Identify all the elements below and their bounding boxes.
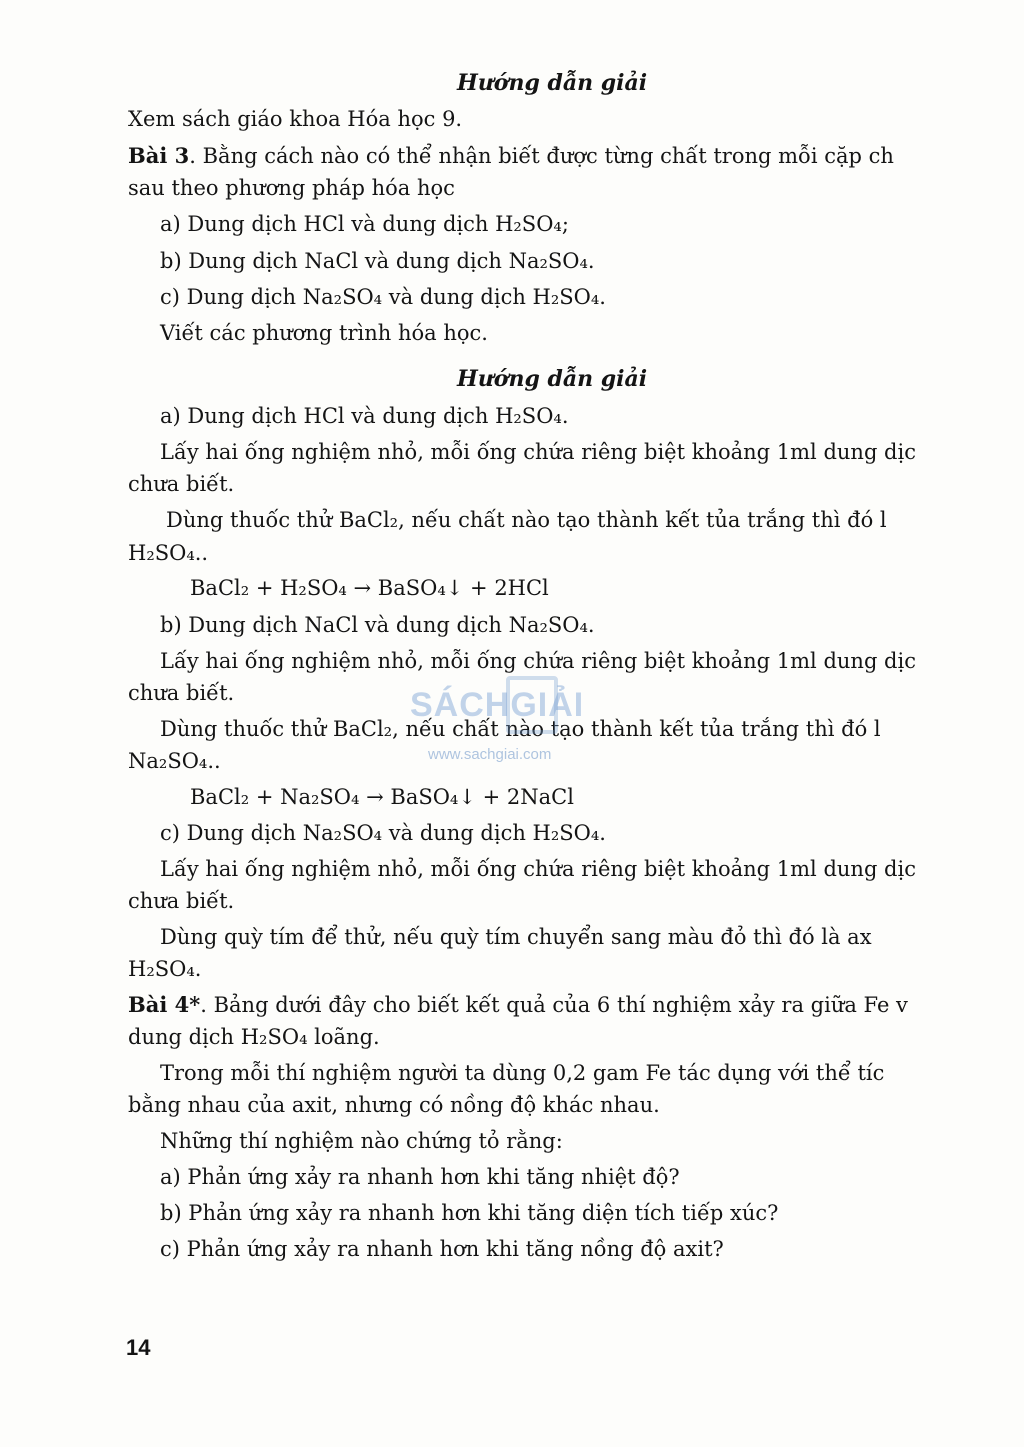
text-line: Dùng thuốc thử BaCl₂, nếu chất nào tạo thành kết tủa trắng thì đó l [166,508,887,532]
text-line: a) Dung dịch HCl và dung dịch H₂SO₄. [160,404,569,428]
text-line: bằng nhau của axit, nhưng có nồng độ khác nhau. [128,1093,660,1117]
exercise-text: . Bằng cách nào có thể nhận biết được từng chất trong mỗi cặp ch [189,144,894,168]
exercise-label: Bài 4* [128,992,201,1017]
text-line: Viết các phương trình hóa học. [160,321,488,345]
page-number: 14 [126,1335,151,1360]
text-line: Những thí nghiệm nào chứng tỏ rằng: [160,1129,563,1153]
exercise-text: . Bảng dưới đây cho biết kết quả của 6 thí nghiệm xảy ra giữa Fe v [200,993,908,1017]
text-line: Dùng quỳ tím để thử, nếu quỳ tím chuyển sang màu đỏ thì đó là ax [160,925,872,949]
equation: BaCl₂ + Na₂SO₄ → BaSO₄↓ + 2NaCl [190,785,574,809]
watermark-brand: SÁCHGIẢI [410,686,585,724]
exercise-label: Bài 3 [128,143,190,168]
text-line: b) Dung dịch NaCl và dung dịch Na₂SO₄. [160,249,595,273]
text-line: sau theo phương pháp hóa học [128,176,455,200]
text-line: a) Dung dịch HCl và dung dịch H₂SO₄; [160,212,569,236]
text-line: Lấy hai ống nghiệm nhỏ, mỗi ống chứa riêng biệt khoảng 1ml dung dịc [160,857,916,881]
exercise-3-title [128,143,894,169]
solution-heading-1: Hướng dẫn giải [457,70,648,96]
text-line: c) Phản ứng xảy ra nhanh hơn khi tăng nồng độ axit? [160,1237,724,1261]
text-line: b) Dung dịch NaCl và dung dịch Na₂SO₄. [160,613,595,637]
text-line: chưa biết. [128,681,235,705]
text-line: Xem sách giáo khoa Hóa học 9. [128,107,463,131]
text-line: c) Dung dịch Na₂SO₄ và dung dịch H₂SO₄. [160,821,606,845]
text-line: Na₂SO₄.. [128,749,221,773]
text-line: Lấy hai ống nghiệm nhỏ, mỗi ống chứa riêng biệt khoảng 1ml dung dịc [160,649,916,673]
text-line: dung dịch H₂SO₄ loãng. [128,1025,380,1049]
text-line: Lấy hai ống nghiệm nhỏ, mỗi ống chứa riêng biệt khoảng 1ml dung dịc [160,440,916,464]
text-line: chưa biết. [128,472,235,496]
text-line: Trong mỗi thí nghiệm người ta dùng 0,2 gam Fe tác dụng với thể tíc [160,1061,885,1085]
solution-heading-2: Hướng dẫn giải [457,366,648,392]
text-line: chưa biết. [128,889,235,913]
equation: BaCl₂ + H₂SO₄ → BaSO₄↓ + 2HCl [190,576,549,600]
exercise-4-title [128,992,908,1018]
watermark-url: www.sachgiai.com [428,746,552,763]
text-line: H₂SO₄. [128,957,202,981]
text-line: Dùng thuốc thử BaCl₂, nếu chất nào tạo thành kết tủa trắng thì đó l [160,717,881,741]
text-line: H₂SO₄.. [128,541,209,565]
text-line: c) Dung dịch Na₂SO₄ và dung dịch H₂SO₄. [160,285,606,309]
text-line: a) Phản ứng xảy ra nhanh hơn khi tăng nhiệt độ? [160,1165,680,1189]
text-line: b) Phản ứng xảy ra nhanh hơn khi tăng diện tích tiếp xúc? [160,1201,779,1225]
